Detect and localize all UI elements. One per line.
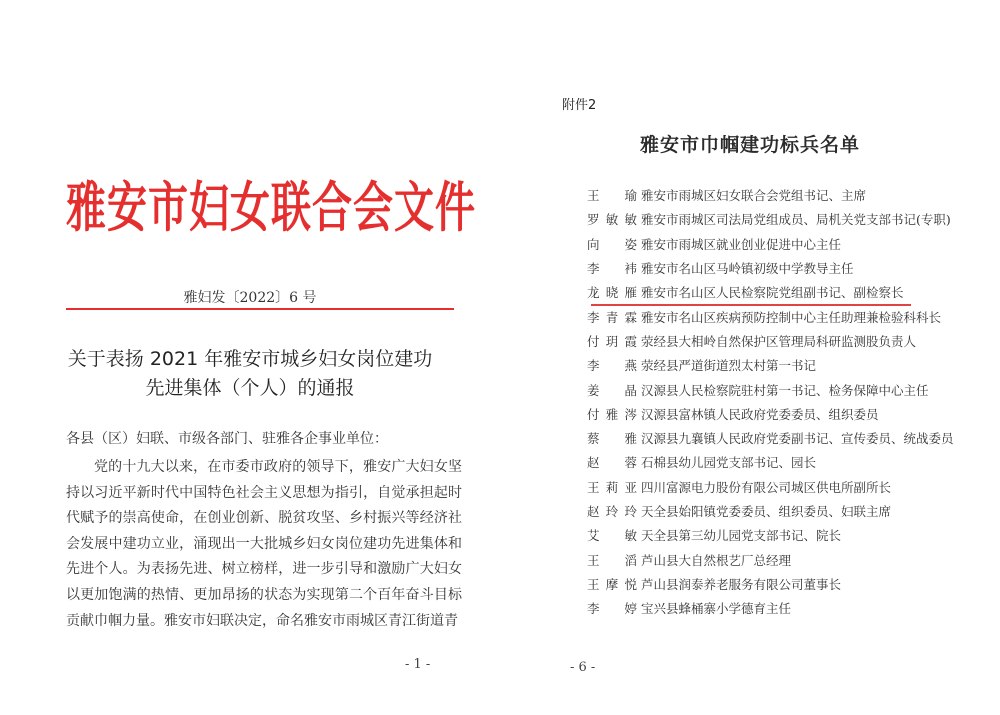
document-number: 雅妇发〔2022〕6 号 xyxy=(183,290,317,306)
honoree-title: 汉源县富林镇人民政府党委委员、组织委员 xyxy=(641,406,879,422)
notice-title-line-2: 先进集体（个人）的通报 xyxy=(145,377,355,399)
honoree-name: 艾 敏 xyxy=(587,528,637,544)
honoree-title: 雅安市名山区马岭镇初级中学教导主任 xyxy=(641,261,854,277)
honor-row xyxy=(587,329,954,353)
notice-title xyxy=(0,345,500,403)
honoree-name: 付玥霞 xyxy=(587,333,637,349)
honor-row xyxy=(587,304,954,328)
honoree-title: 天全县第三幼儿园党支部书记、院长 xyxy=(641,528,842,544)
honoree-title: 雅安市名山区人民检察院党组副书记、副检察长 xyxy=(641,285,904,301)
honor-row xyxy=(587,572,954,596)
honoree-name: 王莉亚 xyxy=(587,479,637,495)
honor-row xyxy=(587,256,954,280)
honor-row xyxy=(587,547,954,571)
honoree-name: 罗敏敏 xyxy=(587,212,637,228)
honoree-name: 王 滔 xyxy=(587,552,637,568)
honor-row xyxy=(587,499,954,523)
honoree-title: 荥经县大相岭自然保护区管理局科研监测股负责人 xyxy=(641,333,917,349)
salutation: 各县（区）妇联、市级各部门、驻雅各企事业单位： xyxy=(66,431,388,447)
honor-row xyxy=(587,377,954,401)
honoree-name: 李 婷 xyxy=(587,601,637,617)
honoree-name: 向 姿 xyxy=(587,236,637,252)
honoree-name: 王 瑜 xyxy=(587,188,637,204)
body-paragraph: 党的十九大以来，在市委市政府的领导下，雅安广大妇女坚持以习近平新时代中国特色社会主义思想为指引，自觉承担起时代赋予的崇高使命，在创业创新、脱贫攻坚、乡村振兴等经济社会发展中建功立业，涌现出一大批城乡妇女岗位建功先进集体和先进个人。为表扬先进、树立榜样，进一步引导和激励广大妇女以更加饱满的热情、更加昂扬的状态为实现第二个百年奋斗目标贡献巾帼力量。雅安市妇联决定，命名雅安市雨城区青江街道青 xyxy=(66,459,462,629)
notice-title-line-1: 关于表扬 2021 年雅安市城乡妇女岗位建功 xyxy=(67,348,433,370)
honor-list-title: 雅安市巾帼建功标兵名单 xyxy=(639,134,860,156)
honoree-name: 付雅涔 xyxy=(587,406,637,422)
page-number-right: - 6 - xyxy=(570,660,596,675)
honor-row xyxy=(587,426,954,450)
honor-row xyxy=(587,523,954,547)
honor-row xyxy=(587,183,954,207)
honoree-name: 王摩悦 xyxy=(587,576,637,592)
honoree-name: 龙晓雁 xyxy=(587,285,637,301)
honoree-title: 雅安市雨城区妇女联合会党组书记、主席 xyxy=(641,188,867,204)
honoree-title: 四川富源电力股份有限公司城区供电所副所长 xyxy=(641,479,892,495)
honor-list xyxy=(587,183,954,620)
page-number-left: - 1 - xyxy=(405,657,431,672)
attachment-label: 附件2 xyxy=(562,98,597,113)
honoree-title: 雅安市雨城区司法局党组成员、局机关党支部书记(专职) xyxy=(641,212,951,228)
honoree-title: 雅安市名山区疾病预防控制中心主任助理兼检验科科长 xyxy=(641,309,942,325)
honor-row xyxy=(587,402,954,426)
honoree-name: 李 袆 xyxy=(587,261,637,277)
honoree-title: 芦山县润泰养老服务有限公司董事长 xyxy=(641,576,842,592)
honoree-title: 宝兴县蜂桶寨小学德育主任 xyxy=(641,601,792,617)
honoree-name: 姜 晶 xyxy=(587,382,637,398)
honor-row xyxy=(587,207,954,231)
honoree-title: 芦山县大自然根艺厂总经理 xyxy=(641,552,792,568)
honoree-name: 李 燕 xyxy=(587,358,637,374)
honoree-name: 赵 蓉 xyxy=(587,455,637,471)
red-divider-line xyxy=(66,308,454,310)
honoree-name: 李青霖 xyxy=(587,309,637,325)
honor-row xyxy=(587,280,954,304)
honoree-title: 荥经县严道街道烈太村第一书记 xyxy=(641,358,817,374)
honoree-title: 汉源县九襄镇人民政府党委副书记、宣传委员、统战委员 xyxy=(641,431,954,447)
honor-row xyxy=(587,450,954,474)
honoree-title: 天全县始阳镇党委委员、组织委员、妇联主席 xyxy=(641,504,892,519)
right-page xyxy=(500,0,1000,715)
honor-row xyxy=(587,232,954,256)
honor-row xyxy=(587,475,954,499)
honoree-title: 石棉县幼儿园党支部书记、园长 xyxy=(641,455,817,471)
honoree-name: 蔡 雅 xyxy=(587,431,637,447)
honoree-title: 汉源县人民检察院驻村第一书记、检务保障中心主任 xyxy=(641,382,929,398)
honoree-title: 雅安市雨城区就业创业促进中心主任 xyxy=(641,236,842,252)
honoree-name: 赵玲玲 xyxy=(587,504,637,519)
honor-row xyxy=(587,353,954,377)
document-masthead: 雅安市妇女联合会文件 xyxy=(66,177,476,240)
honor-row xyxy=(587,596,954,620)
